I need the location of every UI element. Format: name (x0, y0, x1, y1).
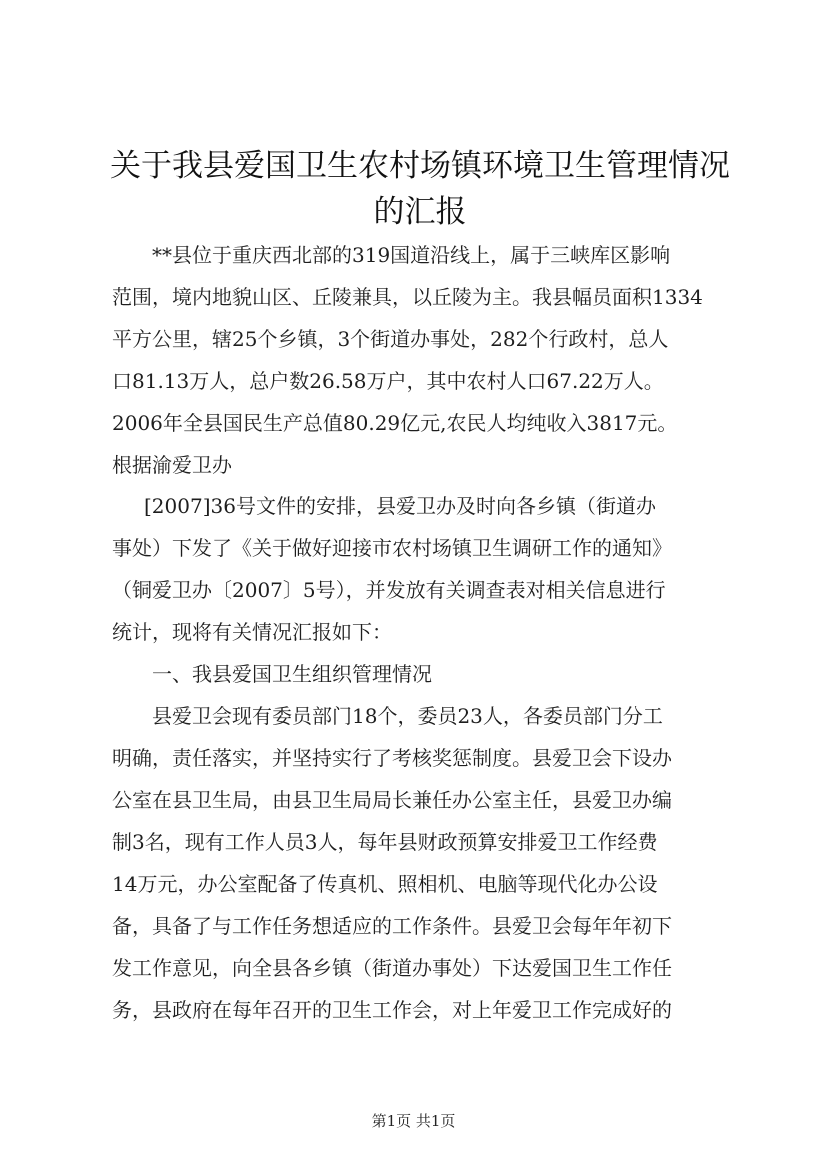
document-title-line1: 关于我县爱国卫生农村场镇环境卫生管理情况 (110, 148, 730, 184)
body-line-6: 根据渝爱卫办 (112, 453, 232, 477)
body-line-14: 公室在县卫生局，由县卫生局局长兼任办公室主任，县爱卫办编 (112, 788, 672, 812)
body-line-2: 范围，境内地貌山区、丘陵兼具，以丘陵为主。我县幅员面积1334 (112, 285, 703, 309)
body-line-19: 务，县政府在每年召开的卫生工作会，对上年爱卫工作完成好的 (112, 998, 672, 1022)
body-line-9: （铜爱卫办〔2007〕5号），并发放有关调查表对相关信息进行 (112, 578, 666, 602)
body-line-5: 2006年全县国民生产总值80.29亿元,农民人均纯收入3817元。 (112, 411, 678, 435)
body-line-17: 备，具备了与工作任务想适应的工作条件。县爱卫会每年年初下 (112, 914, 672, 938)
body-line-1: **县位于重庆西北部的319国道沿线上，属于三峡库区影响 (152, 243, 671, 267)
body-line-18: 发工作意见，向全县各乡镇（街道办事处）下达爱国卫生工作任 (112, 956, 672, 980)
body-line-10: 统计，现将有关情况汇报如下： (112, 620, 392, 644)
document-title-line2: 的汇报 (373, 194, 467, 230)
body-line-16: 14万元，办公室配备了传真机、照相机、电脑等现代化办公设 (112, 872, 658, 896)
page-footer: 第1页 共1页 (371, 1112, 456, 1130)
body-line-13: 明确，责任落实，并坚持实行了考核奖惩制度。县爱卫会下设办 (112, 746, 672, 770)
body-line-15: 制3名，现有工作人员3人，每年县财政预算安排爱卫工作经费 (112, 830, 658, 854)
body-line-8: 事处）下发了《关于做好迎接市农村场镇卫生调研工作的通知》 (112, 536, 672, 560)
body-line-12: 县爱卫会现有委员部门18个，委员23人，各委员部门分工 (152, 704, 663, 728)
body-line-4: 口81.13万人，总户数26.58万户，其中农村人口67.22万人。 (112, 369, 664, 393)
body-line-3: 平方公里，辖25个乡镇，3个街道办事处，282个行政村，总人 (112, 327, 669, 351)
section-heading-1: 一、我县爱国卫生组织管理情况 (152, 662, 432, 686)
body-line-7: [2007]36号文件的安排，县爱卫办及时向各乡镇（街道办 (144, 494, 656, 518)
